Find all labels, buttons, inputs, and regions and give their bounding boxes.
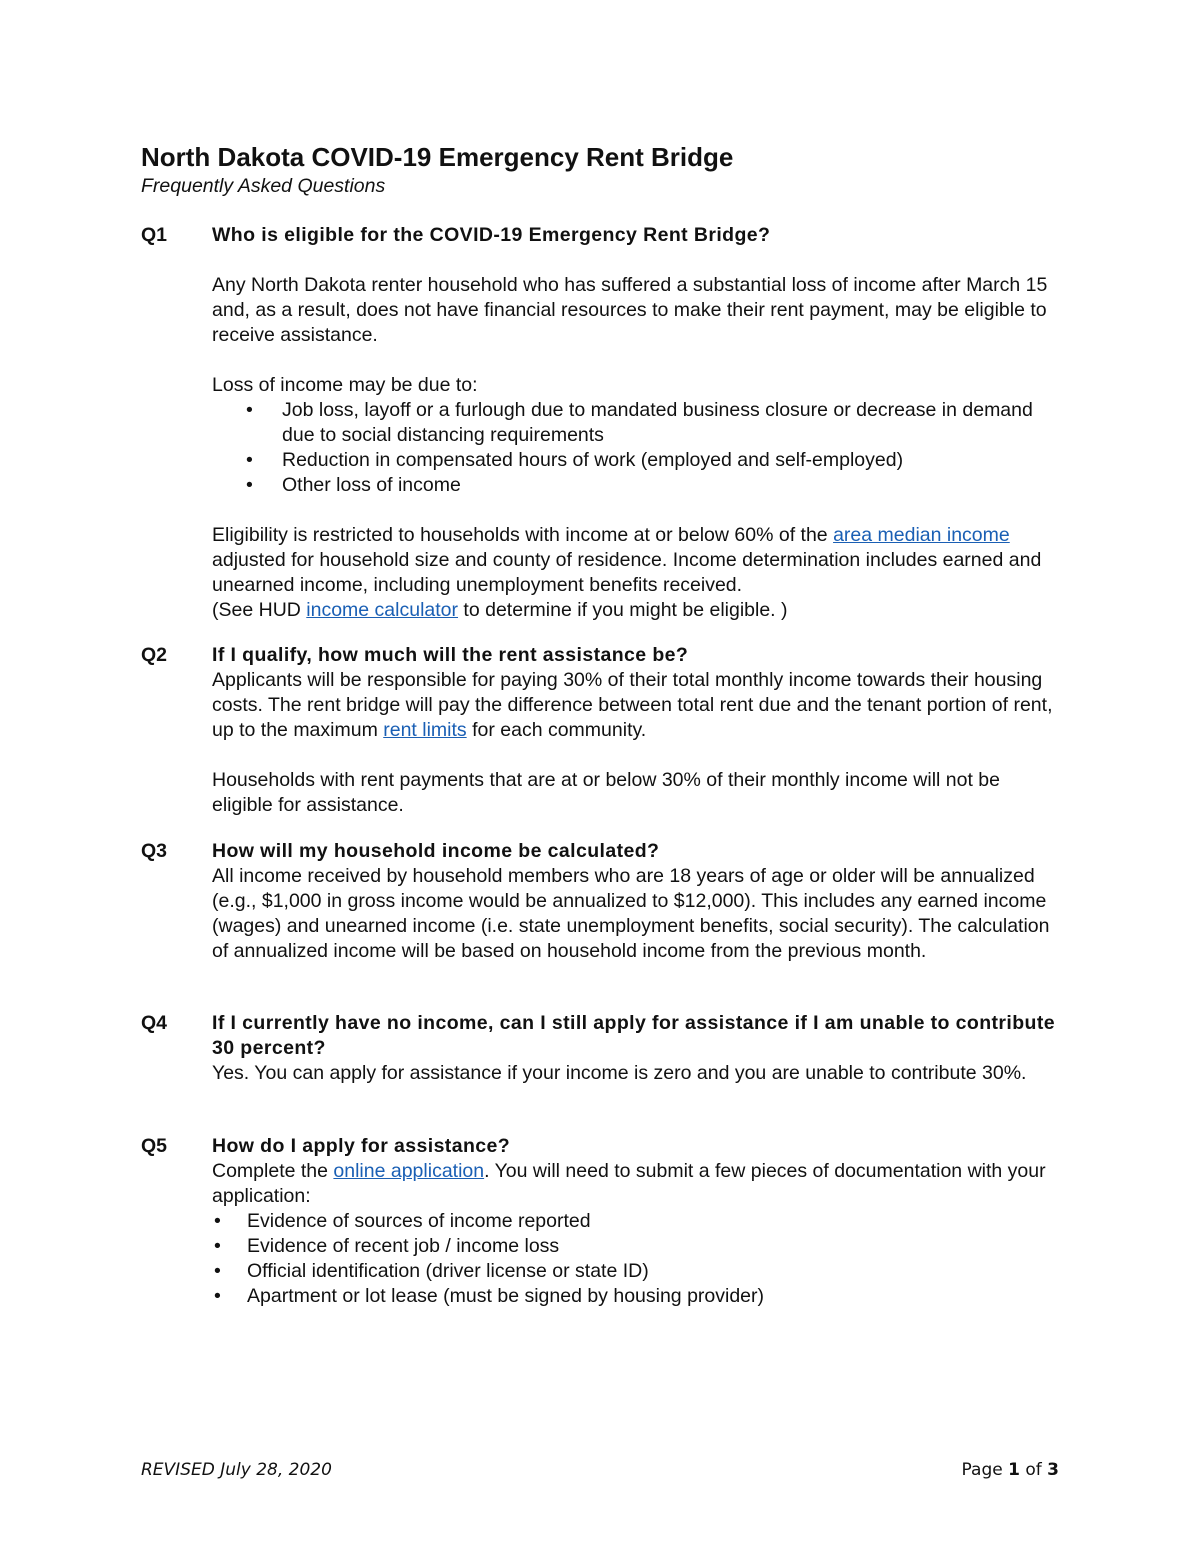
online-application-link[interactable]: online application <box>333 1160 485 1182</box>
area-median-income-link[interactable]: area median income <box>833 524 1010 546</box>
list-item: • Evidence of sources of income reported <box>214 1210 591 1232</box>
faq-q3 <box>141 839 1061 964</box>
bullet-icon: • <box>246 474 253 496</box>
bullet-icon: • <box>214 1285 221 1307</box>
answer-paragraph: (See HUD income calculator to determine if you might be eligible. ) <box>212 599 788 621</box>
document-title: North Dakota COVID-19 Emergency Rent Bridge <box>141 142 734 172</box>
answer-paragraph: Households with rent payments that are at or below 30% of their monthly income will not be eligible for assistance. <box>212 769 1000 816</box>
bullet-icon: • <box>246 449 253 471</box>
faq-q4 <box>141 1011 1061 1086</box>
document-subtitle: Frequently Asked Questions <box>141 175 386 197</box>
list-item: • Job loss, layoff or a furlough due to mandated business closure or decrease in demand due to social distancing requirements <box>246 399 1033 446</box>
page-number: Page 1 of 3 <box>961 1460 1059 1480</box>
bullet-list <box>212 398 1061 498</box>
list-item: • Other loss of income <box>246 474 461 496</box>
answer-paragraph: Loss of income may be due to: <box>212 374 478 396</box>
revised-date: REVISED July 28, 2020 <box>141 1460 332 1480</box>
question-number: Q5 <box>141 1135 168 1157</box>
question-number: Q3 <box>141 840 168 862</box>
answer-paragraph: Any North Dakota renter household who has suffered a substantial loss of income after March 15 and, as a result, does not have financial resources to make their rent payment, may be eligible to receive assistance. <box>212 274 1048 346</box>
question-title: How will my household income be calculated? <box>212 840 660 862</box>
question-number: Q4 <box>141 1012 168 1034</box>
question-title: If I currently have no income, can I still apply for assistance if I am unable to contribute 30 percent? <box>212 1012 1055 1059</box>
faq-q5 <box>141 1134 1061 1309</box>
question-title: If I qualify, how much will the rent assistance be? <box>212 644 689 666</box>
answer-paragraph: Complete the online application. You will need to submit a few pieces of documentation with your application: <box>212 1160 1046 1207</box>
answer-paragraph: Applicants will be responsible for paying 30% of their total monthly income towards their housing costs. The rent bridge will pay the difference between total rent due and the tenant portion of rent, up to the maximum rent limits for each community. <box>212 669 1053 741</box>
list-item: • Evidence of recent job / income loss <box>214 1235 560 1257</box>
rent-limits-link[interactable]: rent limits <box>383 719 467 741</box>
bullet-icon: • <box>214 1260 221 1282</box>
bullet-icon: • <box>246 399 253 421</box>
question-title: Who is eligible for the COVID-19 Emergency Rent Bridge? <box>212 224 771 246</box>
answer-paragraph: Yes. You can apply for assistance if your income is zero and you are unable to contribute 30%. <box>212 1062 1027 1084</box>
list-item: • Official identification (driver license or state ID) <box>214 1260 649 1282</box>
question-number: Q1 <box>141 224 168 246</box>
bullet-list <box>212 1209 1061 1309</box>
income-calculator-link[interactable]: income calculator <box>306 599 459 621</box>
answer-paragraph: All income received by household members who are 18 years of age or older will be annualized (e.g., $1,000 in gross income would be annualized to $12,000). This includes any earned income (wages) and unearned income (i.e. state unemployment benefits, social security). The calculation of annualized income will be based on household income from the previous month. <box>212 865 1050 962</box>
faq-q2 <box>141 643 1061 818</box>
bullet-icon: • <box>214 1235 221 1257</box>
list-item: • Apartment or lot lease (must be signed by housing provider) <box>214 1285 765 1307</box>
faq-q1 <box>141 223 1061 623</box>
question-title: How do I apply for assistance? <box>212 1135 511 1157</box>
bullet-icon: • <box>214 1210 221 1232</box>
list-item: • Reduction in compensated hours of work (employed and self-employed) <box>246 449 904 471</box>
answer-paragraph: Eligibility is restricted to households with income at or below 60% of the area median income adjusted for household size and county of residence. Income determination includes earned and unearned income, including unemployment benefits received. <box>212 524 1042 596</box>
question-number: Q2 <box>141 644 168 666</box>
